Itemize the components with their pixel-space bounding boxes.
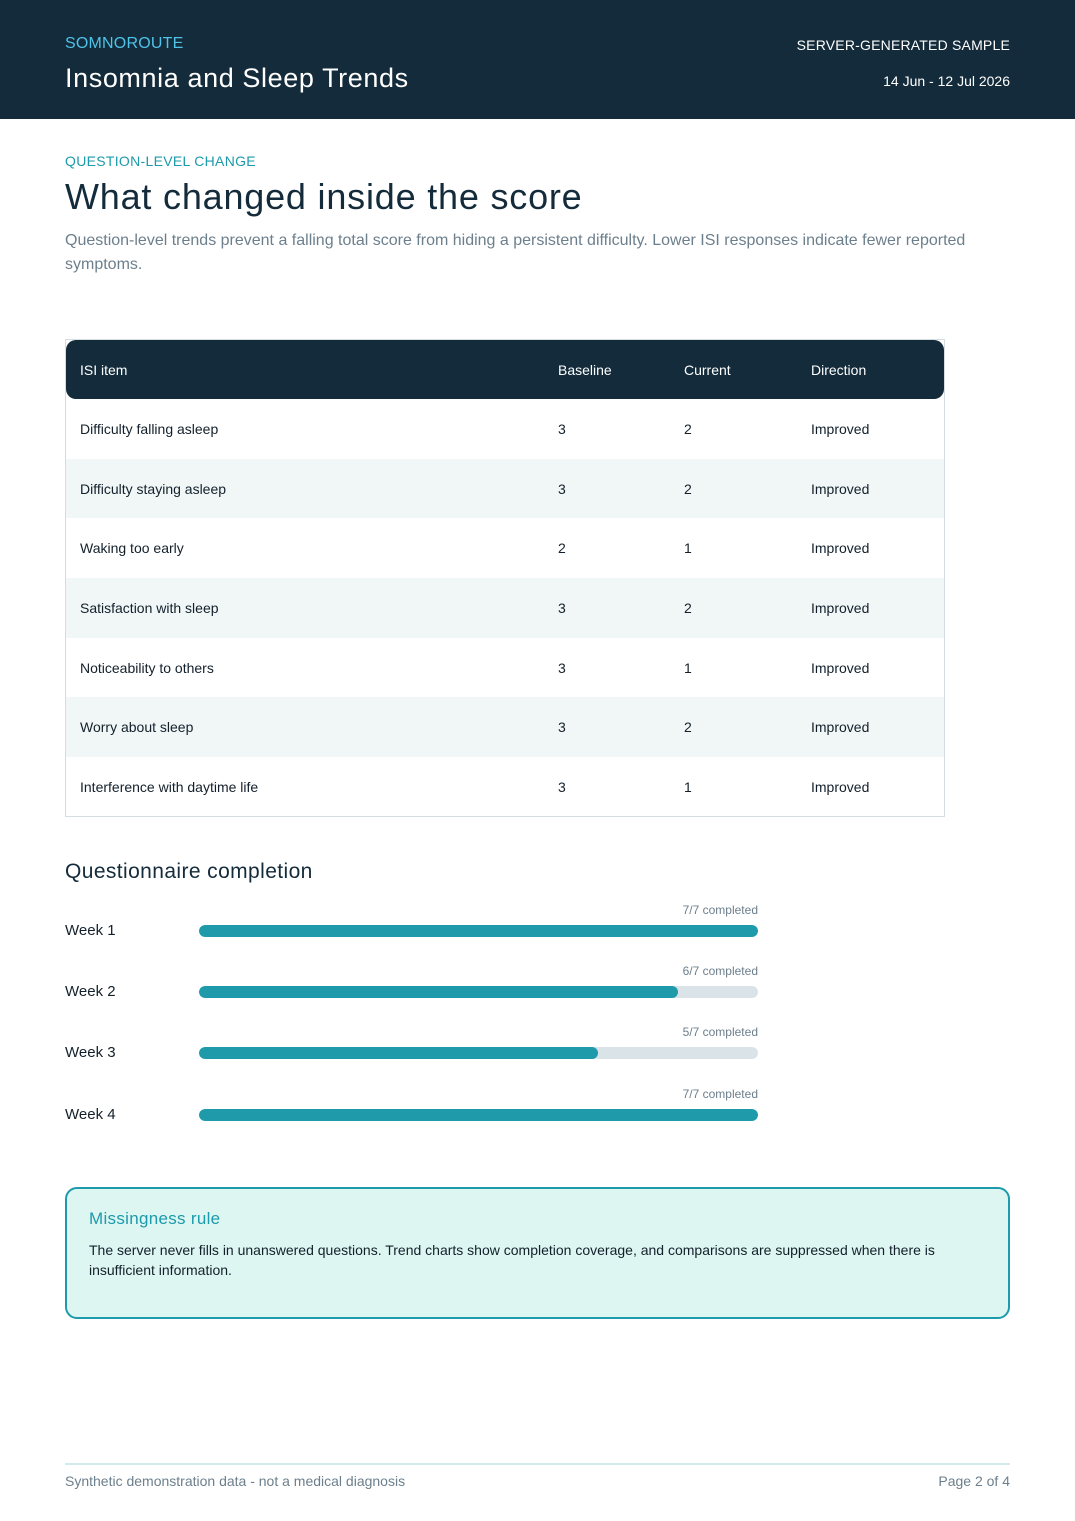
cell-baseline: 2 [558, 540, 566, 557]
completion-bar-fill [199, 986, 678, 998]
missingness-note [65, 1187, 1010, 1319]
cell-current: 2 [684, 420, 692, 437]
cell-item: Satisfaction with sleep [80, 599, 219, 616]
completion-row [65, 964, 765, 1004]
sample-label: SERVER-GENERATED SAMPLE [796, 37, 1010, 53]
column-header-direction: Direction [811, 361, 867, 378]
week-label: Week 1 [65, 922, 116, 939]
brand-name: SOMNOROUTE [65, 35, 184, 52]
column-header-current: Current [684, 361, 731, 378]
column-header-baseline: Baseline [558, 361, 612, 378]
table-body [66, 399, 944, 817]
cell-direction: Improved [811, 599, 870, 616]
footer-disclaimer: Synthetic demonstration data - not a medical diagnosis [65, 1473, 406, 1489]
cell-baseline: 3 [558, 480, 566, 497]
cell-item: Interference with daytime life [80, 778, 259, 795]
cell-current: 2 [684, 719, 692, 736]
completion-bar-fill [199, 1109, 758, 1121]
cell-current: 2 [684, 480, 692, 497]
table-row [66, 757, 944, 817]
completion-row [65, 1087, 765, 1127]
completion-bar-track [199, 1109, 758, 1121]
cell-item: Noticeability to others [80, 659, 214, 676]
report-title: Insomnia and Sleep Trends [65, 63, 409, 93]
completion-bar-fill [199, 1047, 598, 1059]
completion-bar-track [199, 925, 758, 937]
table-row [66, 638, 944, 698]
cell-current: 2 [684, 599, 692, 616]
report-header [0, 0, 1075, 119]
completion-bar-fill [199, 925, 758, 937]
cell-current: 1 [684, 659, 692, 676]
cell-baseline: 3 [558, 659, 566, 676]
table-row [66, 578, 944, 638]
page-title: What changed inside the score [65, 176, 583, 217]
page-number: Page 2 of 4 [938, 1473, 1010, 1489]
cell-item: Difficulty staying asleep [80, 480, 227, 497]
cell-baseline: 3 [558, 420, 566, 437]
cell-item: Waking too early [80, 540, 184, 557]
isi-item-table [65, 339, 945, 817]
completion-count: 6/7 completed [682, 964, 758, 978]
completion-count: 7/7 completed [682, 903, 758, 917]
column-header-item: ISI item [80, 361, 128, 378]
date-range: 14 Jun - 12 Jul 2026 [883, 73, 1010, 89]
cell-direction: Improved [811, 540, 870, 557]
note-title: Missingness rule [89, 1209, 221, 1228]
cell-item: Worry about sleep [80, 719, 194, 736]
week-label: Week 4 [65, 1106, 116, 1123]
cell-current: 1 [684, 778, 692, 795]
completion-row [65, 1025, 765, 1065]
cell-baseline: 3 [558, 778, 566, 795]
section-intro: Question-level trends prevent a falling total score from hiding a persistent difficulty. Lower ISI responses indicate fewer reported symptoms. [65, 232, 966, 273]
note-body: The server never fills in unanswered questions. Trend charts show completion coverage, and comparisons are suppressed when there is insufficient information. [89, 1242, 935, 1278]
cell-direction: Improved [811, 480, 870, 497]
table-row [66, 518, 944, 578]
table-row [66, 399, 944, 459]
cell-baseline: 3 [558, 719, 566, 736]
footer-divider [65, 1463, 1010, 1465]
cell-current: 1 [684, 540, 692, 557]
completion-title: Questionnaire completion [65, 860, 313, 883]
section-eyebrow: QUESTION-LEVEL CHANGE [65, 153, 256, 169]
table-row [66, 697, 944, 757]
cell-baseline: 3 [558, 599, 566, 616]
completion-count: 5/7 completed [682, 1025, 758, 1039]
completion-bar-track [199, 1047, 758, 1059]
week-label: Week 3 [65, 1044, 116, 1061]
table-header [66, 340, 944, 399]
cell-direction: Improved [811, 778, 870, 795]
week-label: Week 2 [65, 983, 116, 1000]
cell-item: Difficulty falling asleep [80, 420, 219, 437]
cell-direction: Improved [811, 719, 870, 736]
cell-direction: Improved [811, 420, 870, 437]
completion-count: 7/7 completed [682, 1087, 758, 1101]
completion-bar-track [199, 986, 758, 998]
table-row [66, 459, 944, 519]
cell-direction: Improved [811, 659, 870, 676]
completion-row [65, 903, 765, 943]
